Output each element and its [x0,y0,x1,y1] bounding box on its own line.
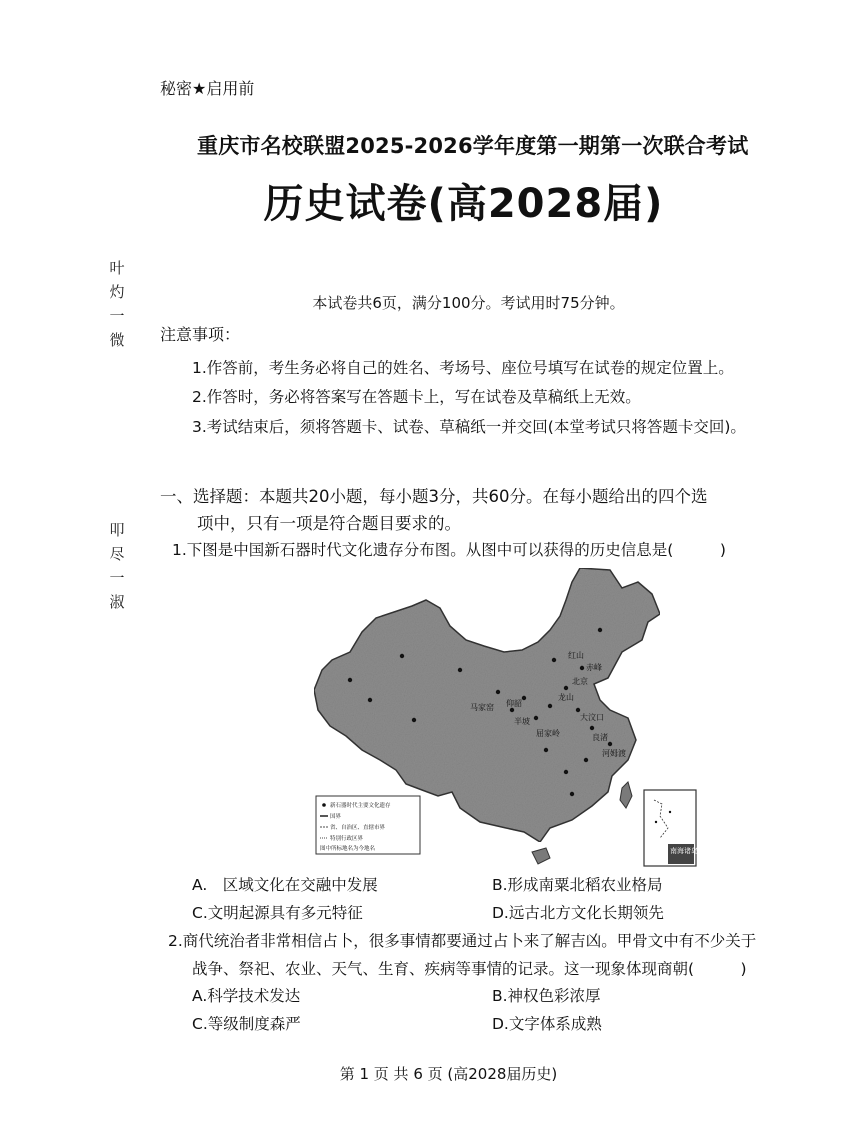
question-2-stem-cont: 战争、祭祀、农业、天气、生育、疾病等事情的记录。这一现象体现商朝( ) [192,960,747,978]
binding-char: 一 [109,569,125,587]
south-sea-inset [644,790,698,866]
binding-char: 微 [109,331,125,349]
q2-option-c: C.等级制度森严 [192,1015,301,1033]
q1-option-b: B.形成南粟北稻农业格局 [492,876,663,894]
section-heading: 一、选择题：本题共20小题，每小题3分，共60分。在每小题给出的四个选 [160,487,708,506]
confidential-mark: 秘密★启用前 [160,79,255,98]
map-place-label: 半坡 [514,717,530,726]
inset-label: 南海诸岛 [670,847,698,855]
map-legend [316,796,420,854]
neolithic-map [310,560,700,870]
q2-option-a: A.科学技术发达 [192,987,301,1005]
question-2-stem: 2.商代统治者非常相信占卜，很多事情都要通过占卜来了解吉凶。甲骨文中有不少关于 [168,932,757,950]
map-place-label: 屈家岭 [536,729,560,738]
exam-info: 本试卷共6页，满分100分。考试用时75分钟。 [312,294,625,312]
legend-label: 特别行政区界 [330,836,364,842]
notice-item: 3.考试结束后，须将答题卡、试卷、草稿纸一并交回(本堂考试只将答题卡交回)。 [192,418,746,436]
q1-option-d: D.远古北方文化长期领先 [492,904,664,922]
paper-title: 历史试卷(高2028届) [263,181,664,227]
taiwan-island [620,782,632,808]
map-place-label: 良渚 [592,733,608,742]
notice-heading: 注意事项： [160,325,241,344]
section-heading-cont: 项中，只有一项是符合题目要求的。 [197,514,461,533]
legend-label: 国界 [330,814,342,820]
legend-label: 省、自治区、直辖市界 [330,825,386,831]
map-place-label: 大汶口 [580,713,604,722]
binding-char: 灼 [109,283,125,301]
legend-label: 图中所标地名为今地名 [320,846,376,852]
hainan-island [532,848,550,864]
binding-line-bottom [108,518,126,614]
binding-char: 叩 [109,521,125,539]
notice-item: 1.作答前，考生务必将自己的姓名、考场号、座位号填写在试卷的规定位置上。 [192,359,734,377]
question-1-stem: 1.下图是中国新石器时代文化遗存分布图。从图中可以获得的历史信息是( ) [172,541,726,559]
binding-char: 一 [109,307,125,325]
legend-label: 新石器时代主要文化遗存 [330,803,391,809]
exam-title: 重庆市名校联盟2025-2026学年度第一期第一次联合考试 [197,134,749,158]
q2-option-d: D.文字体系成熟 [492,1015,602,1033]
map-place-label: 赤峰 [586,663,602,672]
binding-char: 淑 [109,593,125,611]
map-place-label: 马家窑 [470,703,494,712]
binding-char: 尽 [109,545,125,563]
map-place-label: 北京 [572,677,588,686]
page-footer: 第 1 页 共 6 页 (高2028届历史) [339,1065,558,1083]
map-place-label: 龙山 [558,693,574,702]
map-place-label: 红山 [568,651,584,660]
q2-option-b: B.神权色彩浓厚 [492,987,601,1005]
map-place-label: 河姆渡 [602,749,626,758]
notice-item: 2.作答时，务必将答案写在答题卡上，写在试卷及草稿纸上无效。 [192,388,641,406]
q1-option-a: A. 区域文化在交融中发展 [192,876,378,894]
q1-option-c: C.文明起源具有多元特征 [192,904,363,922]
binding-char: 叶 [109,259,125,277]
map-place-label: 仰韶 [506,699,522,708]
